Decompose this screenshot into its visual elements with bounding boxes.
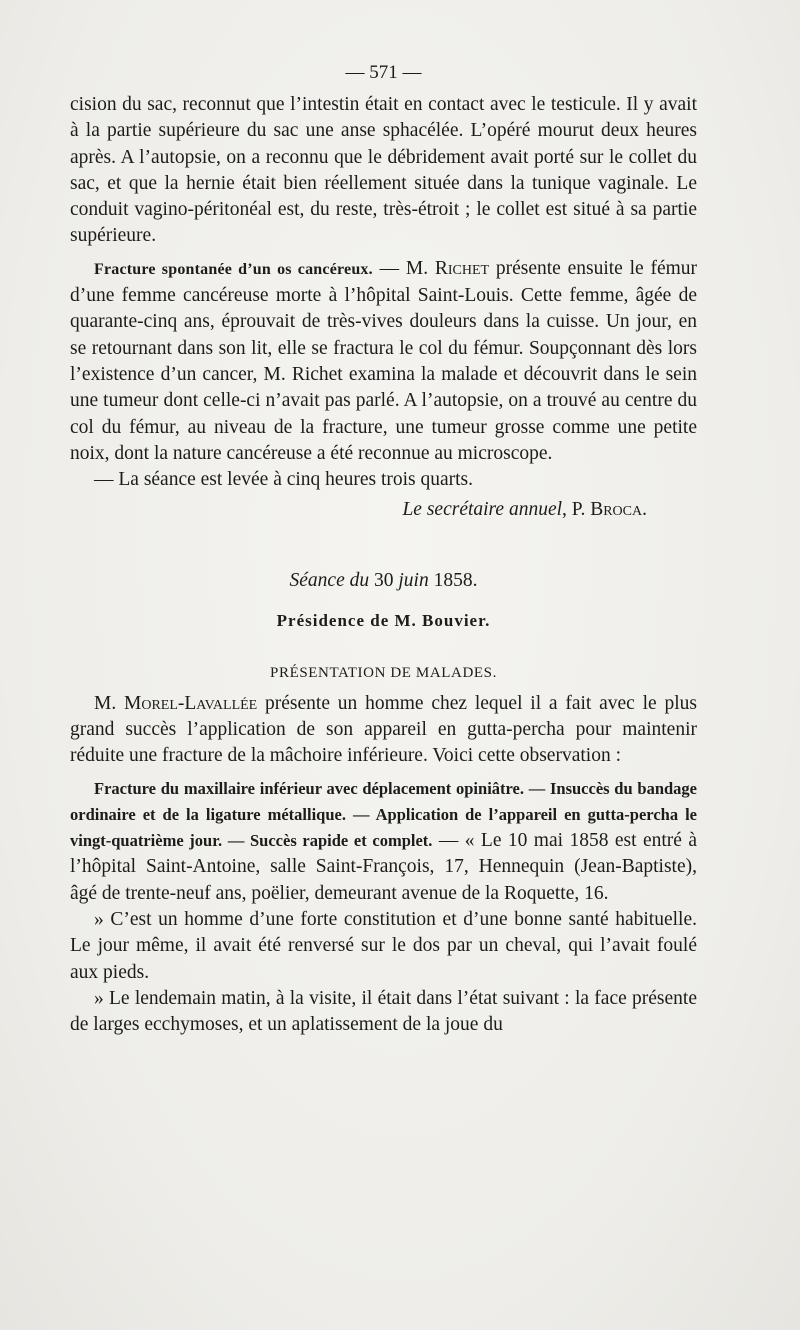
signature-name: P. Broca.: [571, 499, 647, 521]
paragraph-fracture-spontanee: [70, 256, 697, 467]
closing-line: — La séance est levée à cinq heures trois quarts.: [94, 469, 474, 491]
session-day: 30: [374, 569, 394, 591]
paragraph-hernia-conclusion: cision du sac, reconnut que l’intestin était en contact avec le testicule. Il y avait à la partie supérieure du sac une anse sphacélée. L’opéré mourut deux heures après. A l’autopsie, on a reconnu que le débridement avait porté sur le collet du sac, et que la hernie était bien réellement située dans la tunique vaginale. Le conduit vagino-péritonéal est, du reste, très-étroit ; le collet est situé à sa partie supérieure.: [70, 94, 697, 247]
signature-line: [70, 497, 697, 523]
speaker-name: M. Morel-Lavallée: [94, 692, 258, 714]
paragraph-body: — « Le 10 mai 1858 est entré à l’hôpital Saint-Antoine, salle Saint-François, 17, Hennequin (Jean-Baptiste), âgé de trente-neuf ans, poëlier, demeurant avenue de la Roquette, 16.: [70, 830, 697, 904]
paragraph-patient: » C’est un homme d’une forte constitution et d’une bonne santé habituelle. Le jour même, il avait été renversé sur le dos par un cheval, qui l’avait foulé aux pieds.: [70, 909, 697, 983]
speaker-name: M. Richet: [405, 257, 490, 279]
section-title: PRÉSENTATION DE MALADES.: [270, 665, 497, 682]
paragraph-next-morning: » Le lendemain matin, à la visite, il était dans l’état suivant : la face présente de larges ecchymoses, et un aplatissement de la joue du: [70, 987, 697, 1036]
paragraph-body: présente ensuite le fémur d’une femme cancéreuse morte à l’hôpital Saint-Louis. Cette femme, âgée de quarante-cinq ans, éprouvait de très-vives douleurs dans la cuisse. Un jour, en se retournant dans son lit, elle se fractura le col du fémur. Soupçonnant dès lors l’existence d’un cancer, M. Richet examina la malade et découvrit dans le sein une tumeur dont celle-ci n’avait pas parlé. A l’autopsie, on a trouvé au centre du col du fémur, au niveau de la fracture, une tumeur grosse comme une petite noix, dont la nature cancéreuse a été reconnue au microscope.: [70, 257, 698, 464]
signature-title: Le secrétaire annuel: [402, 499, 563, 521]
paragraph-observation: [70, 776, 697, 907]
presidence-heading: Présidence de M. Bouvier.: [276, 611, 491, 631]
session-year: 1858.: [433, 569, 478, 591]
paragraph-body: présente un homme chez lequel il a fait avec le plus grand succès l’application de son appareil en gutta-percha pour maintenir réduite une fracture de la mâchoire inférieure. Voici cette observation :: [70, 692, 697, 767]
session-heading: [70, 568, 697, 594]
session-month: juin: [393, 569, 434, 591]
paragraph-presentation: [70, 691, 697, 770]
page-number: — 571 —: [345, 62, 422, 83]
session-prefix: Séance du: [289, 569, 374, 591]
heading-dash: —: [372, 257, 406, 279]
observation-heading: Fracture du maxillaire inférieur avec déplacement opiniâtre. — Insuccès du bandage ordinaire et de la ligature métallique. — Application de l’appareil en gutta-percha le vingt-quatrième jour. — Succès rapide et complet.: [70, 778, 697, 851]
signature-sep: ,: [562, 499, 572, 521]
text-column: [70, 60, 697, 1039]
run-in-heading: Fracture spontanée d’un os cancéreux.: [94, 260, 373, 278]
